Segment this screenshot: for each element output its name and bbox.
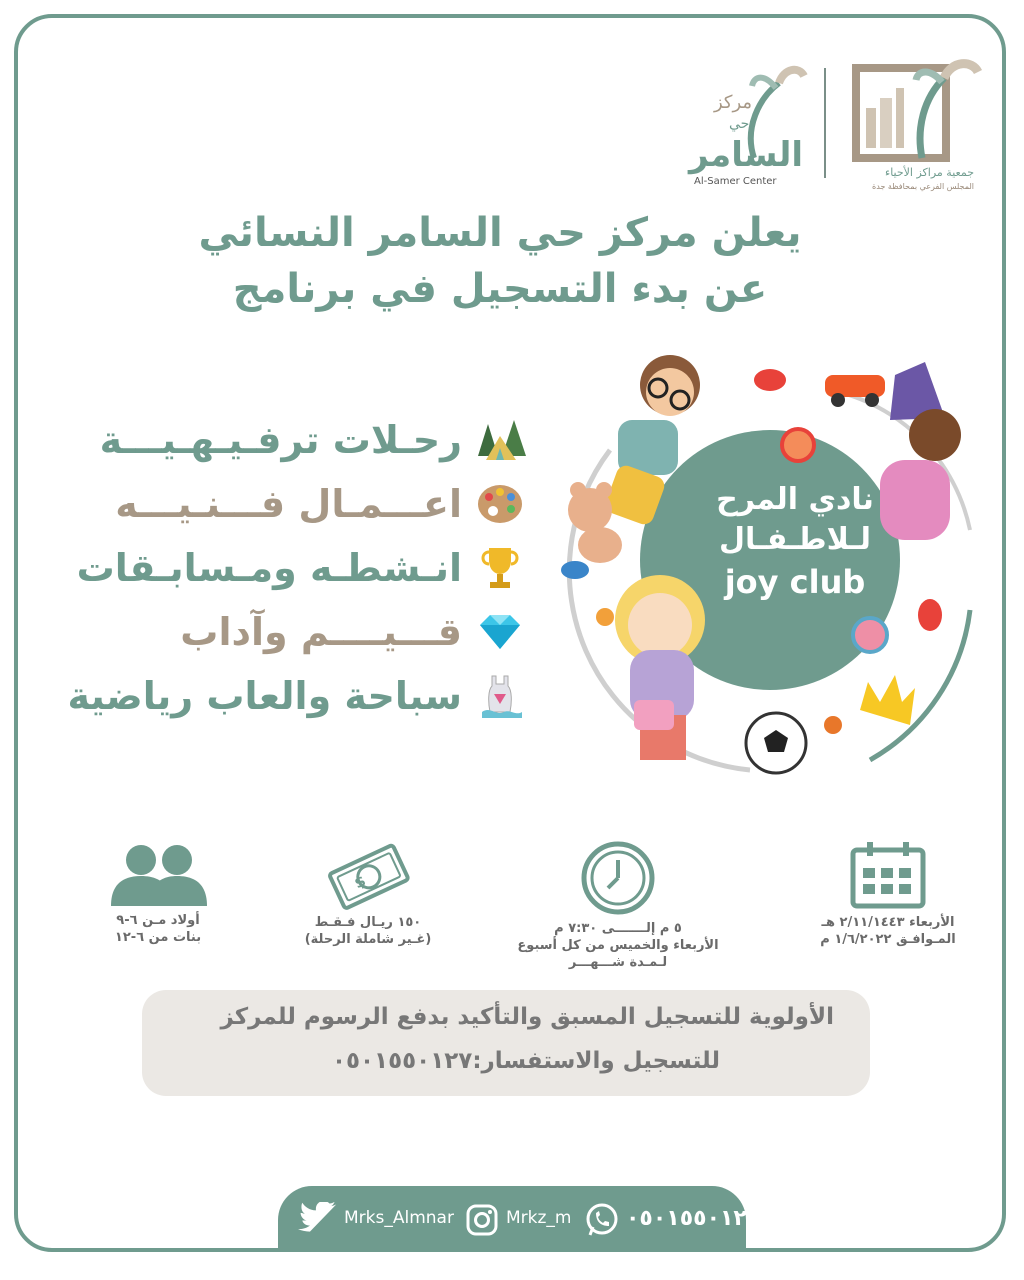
- info-price: [258, 840, 478, 948]
- contact-footer: [278, 1186, 761, 1252]
- logo-left-top: مركز: [714, 92, 753, 113]
- time-hours: ٥ م إلـــــــى ٧:٣٠ م: [554, 921, 682, 936]
- price-note: (غـير شاملة الرحلة): [304, 932, 432, 947]
- joy-club-illustration: [550, 330, 990, 800]
- twitter-handle[interactable]: Mrks_Almnar: [344, 1208, 454, 1228]
- logo-left-caption: Al-Samer Center: [694, 176, 777, 187]
- calendar-icon: [849, 840, 927, 910]
- swimsuit-icon: [472, 672, 528, 720]
- feature-values: [48, 600, 528, 664]
- ages-boys: أولاد مـن ٦-٩: [116, 913, 200, 928]
- associations-logo: [844, 48, 984, 198]
- feature-arts-label: اعـــمـال فـــنـيـــه: [115, 482, 462, 526]
- feature-activities-label: انـشطـه ومـسابـقات: [76, 546, 462, 590]
- logo-left-main: السامر: [689, 135, 803, 175]
- club-title-line-2: لـلاطـفـال: [719, 522, 871, 557]
- club-title-line-3: joy club: [724, 563, 866, 601]
- feature-values-label: قـــيــــم وآداب: [180, 610, 462, 654]
- feature-trips: [48, 408, 528, 472]
- logo-right-name: جمعية مراكز الأحياء: [885, 166, 974, 179]
- time-duration: لـمـدة شـــهـــر: [568, 955, 668, 970]
- feature-sports-label: سباحة والعاب رياضية: [67, 674, 462, 718]
- feature-activities: [48, 536, 528, 600]
- notice-box: [142, 990, 870, 1096]
- trophy-icon: [472, 544, 528, 592]
- price-amount: ١٥٠ ريـال فـقـط: [314, 915, 422, 930]
- logos-header: [684, 48, 984, 198]
- heading-line-2: عن بدء التسجيل في برنامج: [232, 266, 768, 312]
- info-time: [508, 840, 728, 971]
- features-list: [48, 408, 528, 728]
- whatsapp-icon[interactable]: [584, 1202, 620, 1238]
- notice-line-2: للتسجيل والاستفسار:٠٥٠١٥٥٠١٢٧: [331, 1048, 720, 1074]
- info-ages: [48, 840, 268, 946]
- instagram-handle[interactable]: Mrkz_m: [506, 1208, 572, 1228]
- al-samer-logo: [684, 48, 814, 198]
- heading-line-1: يعلن مركز حي السامر النسائي: [198, 210, 802, 256]
- palette-icon: [472, 480, 528, 528]
- whatsapp-number[interactable]: ٠٥٠١٥٥٠١٢٧: [626, 1206, 761, 1231]
- logo-left-middle: حي: [729, 116, 750, 132]
- date-gregorian: المـوافـق ١/٦/٢٠٢٢ م: [820, 932, 956, 947]
- users-icon: [103, 840, 213, 908]
- clock-icon: [578, 840, 658, 916]
- logo-right-sub: المجلس الفرعي بمحافظة جدة: [872, 182, 974, 191]
- money-icon: [323, 840, 413, 910]
- tent-icon: [472, 416, 528, 464]
- feature-trips-label: رحـلات ترفـيـهـيـــة: [99, 418, 462, 462]
- feature-arts: [48, 472, 528, 536]
- announcement-heading: [180, 205, 820, 317]
- diamond-icon: [472, 608, 528, 656]
- ages-girls: بنات من ٦-١٢: [114, 930, 202, 945]
- logo-divider: [824, 68, 826, 178]
- notice-line-1: الأولوية للتسجيل المسبق والتأكيد بدفع الرسوم للمركز: [220, 1004, 834, 1030]
- time-days: الأربعاء والخميس من كل أسبوع: [517, 938, 719, 953]
- info-date: [778, 840, 998, 948]
- feature-sports: [48, 664, 528, 728]
- club-title-line-1: نادي المرح: [716, 482, 874, 517]
- instagram-icon[interactable]: [466, 1204, 498, 1236]
- svg-text:$: $: [351, 871, 369, 893]
- twitter-icon[interactable]: [298, 1202, 338, 1236]
- date-hijri: الأربعاء ٢/١١/١٤٤٣ هـ: [821, 915, 955, 930]
